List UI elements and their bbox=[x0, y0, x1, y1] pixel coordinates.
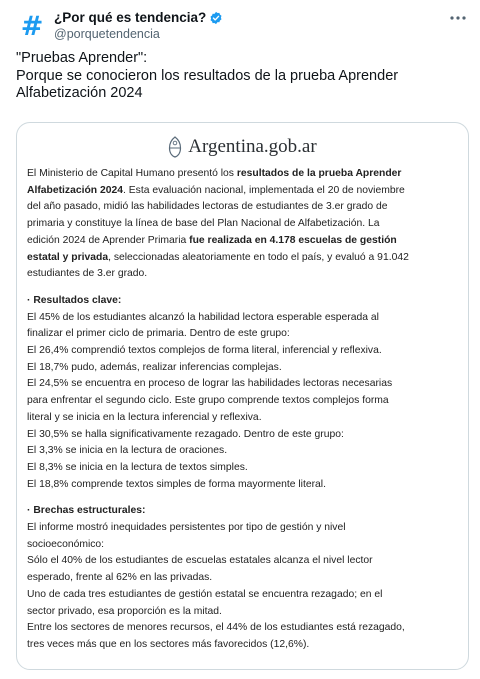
gaps-heading: · Brechas estructurales: bbox=[27, 505, 146, 517]
gap-line: Entre los sectores de menores recursos, el 44% de los estudiantes está rezagado, bbox=[27, 622, 405, 634]
author-display-name-row[interactable] bbox=[54, 10, 223, 26]
result-line: El 26,4% comprendió textos complejos de forma literal, inferencial y reflexiva. bbox=[27, 345, 382, 357]
bold-text: resultados de la prueba Aprender bbox=[236, 168, 402, 179]
text-segment: edición 2024 de Aprender Primaria bbox=[27, 234, 190, 246]
attached-image-card[interactable] bbox=[16, 122, 469, 670]
intro-line bbox=[27, 183, 458, 200]
text-segment: El Ministerio de Capital Humano presentó los bbox=[27, 168, 237, 179]
text-segment: estudiantes de 3.er grado. bbox=[27, 268, 148, 280]
result-line: El 30,5% se halla significativamente rezagado. Dentro de este grupo: bbox=[27, 428, 344, 440]
author-handle[interactable]: @porquetendencia bbox=[54, 27, 160, 41]
document-image bbox=[27, 129, 458, 654]
bold-text: estatal y privada bbox=[27, 251, 109, 263]
result-line: El 45% de los estudiantes alcanzó la habilidad lectora esperable esperada al bbox=[27, 311, 379, 323]
argentina-logo bbox=[27, 129, 458, 165]
intro-paragraph bbox=[27, 166, 458, 283]
tweet-line: "Pruebas Aprender": bbox=[16, 50, 148, 66]
result-line: literal y se inicia en la lectura inferencial y reflexiva. bbox=[27, 411, 262, 423]
document-body bbox=[27, 166, 458, 654]
intro-line bbox=[27, 216, 458, 233]
gap-line: esperado, frente al 62% en las privadas. bbox=[27, 572, 213, 584]
tweet-header bbox=[16, 8, 470, 44]
intro-line bbox=[27, 266, 458, 283]
gap-line: sector privado, esa proporción es la mitad. bbox=[27, 605, 222, 617]
gap-line: Uno de cada tres estudiantes de gestión estatal se encuentra rezagado; en el bbox=[27, 588, 383, 600]
text-segment: . Esta evaluación nacional, implementada el 20 de noviembre bbox=[123, 184, 405, 196]
text-segment: primaria y constituye la línea de base del Plan Nacional de Alfabetización. La bbox=[27, 218, 380, 230]
gap-line: socioeconómico: bbox=[27, 538, 105, 550]
author-display-name[interactable]: ¿Por qué es tendencia? bbox=[54, 10, 207, 25]
result-line: finalizar el primer ciclo de primaria. Dentro de este grupo: bbox=[27, 328, 290, 340]
result-line: El 24,5% se encuentra en proceso de lograr las habilidades lectoras necesarias bbox=[27, 378, 393, 390]
tweet-text bbox=[16, 50, 456, 103]
text-segment: del año pasado, midió las habilidades lectoras de estudiantes de 3.er grado de bbox=[27, 201, 388, 213]
result-line: El 8,3% se inicia en la lectura de textos simples. bbox=[27, 461, 248, 473]
result-line: El 18,8% comprende textos simples de forma mayormente literal. bbox=[27, 478, 326, 490]
result-line: para enfrentar el segundo ciclo. Este grupo comprende textos complejos forma bbox=[27, 395, 389, 407]
gap-line: El informe mostró inequidades persistentes por tipo de gestión y nivel bbox=[27, 522, 346, 534]
author-names bbox=[54, 10, 223, 42]
avatar[interactable] bbox=[16, 10, 48, 42]
gaps-list bbox=[27, 520, 458, 654]
coat-of-arms-icon bbox=[168, 136, 182, 158]
tweet-line: Porque se conocieron los resultados de la prueba Aprender bbox=[16, 67, 399, 84]
more-options-icon[interactable] bbox=[448, 10, 468, 26]
intro-line bbox=[27, 250, 458, 267]
intro-line bbox=[27, 199, 458, 216]
logo-text: Argentina.gob.ar bbox=[188, 136, 317, 157]
intro-line bbox=[27, 166, 458, 183]
tweet-line: Alfabetización 2024 bbox=[16, 85, 143, 101]
gap-line: tres veces más que en los sectores más favorecidos (12,6%). bbox=[27, 638, 310, 650]
result-line: El 18,7% pudo, además, realizar inferencias complejas. bbox=[27, 361, 282, 373]
gap-line: Sólo el 40% de los estudiantes de escuelas estatales alcanza el nivel lector bbox=[27, 555, 373, 567]
bold-text: fue realizada en 4.178 escuelas de gestión bbox=[189, 234, 397, 246]
text-segment: , seleccionadas aleatoriamente en todo el país, y evaluó a 91.042 bbox=[108, 251, 409, 263]
results-heading: · Resultados clave: bbox=[27, 294, 122, 306]
verified-badge-icon bbox=[209, 11, 223, 25]
intro-line bbox=[27, 233, 458, 250]
hashtag-icon: # bbox=[20, 10, 44, 42]
results-list bbox=[27, 310, 458, 494]
result-line: El 3,3% se inicia en la lectura de oraciones. bbox=[27, 445, 228, 457]
bold-text: Alfabetización 2024 bbox=[27, 184, 124, 196]
